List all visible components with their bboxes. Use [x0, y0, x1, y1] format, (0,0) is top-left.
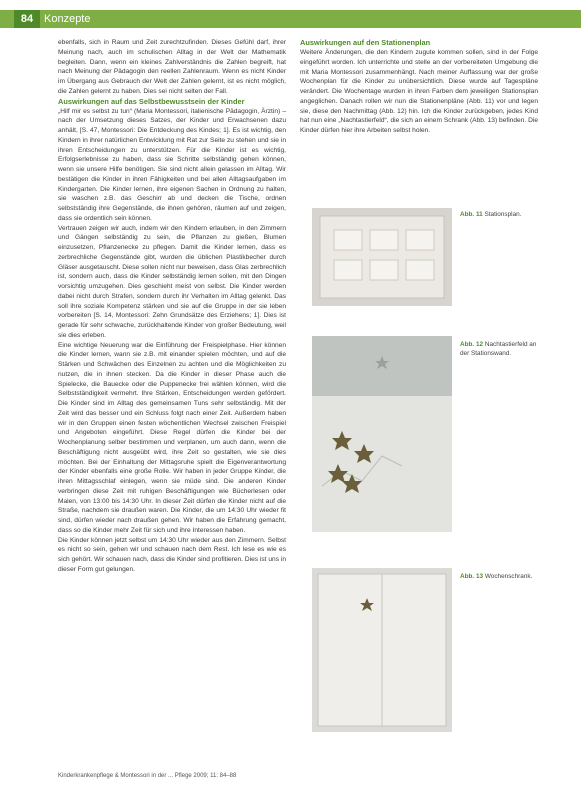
paragraph: „Hilf mir es selbst zu tun“ (Maria Montessori, italienische Pädagogin, Ärztin) – nach der Umsetzung dieses Satzes, der Kinder und Erwachsenen dazu anhält, [S. 47, Montessori: Die Entdeckung des Kindes; 1]. Es ist wichtig, den Kindern in ihrer natürlichen Entwicklung mit Rat zur Seite zu stehen und sie in ihren Entscheidungen zu unterstützen. Für die Kinder ist es wichtig, Erfolgserlebnisse zu haben, dass sie Schritte selbständig gehen können, wenn sie unsere Hilfe benötigen. Sie sind nicht allein gelassen im Alltag. Wir bestätigen die Kinder in ihren Fähigkeiten und bei allen Alltagsaufgaben im Kindergarten. Die Kinder lernen, ihre eigenen Sachen in Ordnung zu halten, sie waschen z.B. das Geschirr ab und decken die Tische, ordnen selbstständig ihre Gegenstände, die ihnen gehören, räumen auf und zeigen, dass sie ordentlich sein können.	[58, 107, 286, 222]
figure-12-photo	[312, 336, 452, 532]
paragraph: Die Kinder können jetzt selbst um 14:30 Uhr wieder aus den Zimmern. Selbst es nicht so sein, gehen wir und schauen nach dem Rest. Ich lese es wie es sich gehört. Wir schauen nach, dass die Kinder sind profitieren. Dies ist uns in dieser Form gut gelungen.	[58, 536, 286, 573]
paragraph: Eine wichtige Neuerung war die Einführung der Freispielphase. Hier können die Kinder lernen, wann sie z.B. mit einander spielen möchten, und auf die Stärken und Schwächen des Einzelnen zu achten und die Möglichkeiten zu nutzen, die in ihnen stecken. Da die Kinder in dieser Phase auch die Spielecke, die Bauecke oder die Puppenecke frei wählen können, wird die Selbstständigkeit vermehrt. Ihre Stärken, Entscheidungen werden gefördert. Die Kinder sind im Alltag des gemeinsamen Tuns sehr selbständig. Mit der Zeit wird das besser und ein Schluss folgt nach einer Zeit. Außerdem haben wir in den Gruppen einen festen wöchentlichen Wechsel zwischen Freispiel und Angeboten eingeführt. Diese Regel dürfen die Kinder bei der Wochenplanung selber bestimmen und verplanen, um auch dann, wenn die Beschäftigung nicht ausgeübt wird, ihre Zeit so gestalten, wie sie dies möchten. Bei der Einhaltung der Mittagsruhe spielt die Eigenverantwortung der Kinder ebenfalls eine große Rolle. Wir haben in jeder Gruppe Kinder, die ihren Mittagsschlaf einlegen, wenn sie müde sind. Die anderen Kinder verbringen diese Zeit mit ruhigen Beschäftigungen wie Bücherlesen oder Malen, von 13:00 bis 14:30 Uhr. In dieser Zeit dürfen die Kinder nicht auf die Straße, nachdem sie draußen waren. Die Kinder, die um 14:30 Uhr wieder fit sind, dürfen wieder nach draußen gehen. Wir haben die Erfahrung gemacht, dass so die Kinder mehr Zeit für sich und ihre Interessen haben.	[58, 341, 286, 534]
left-column	[58, 38, 286, 575]
page-header	[0, 10, 581, 28]
paragraph: ebenfalls, sich in Raum und Zeit zurechtzufinden. Dieses Gefühl darf, ihrer Meinung nach, auch im schulischen Alltag in der Welt der Mathematik begleiten. Dann, wenn ein kleines Zahlverständnis die Zahlen begreift, hat nach Meinung der Pädagogin den reellen Zahlenraum. Wenn es nicht Kinder im Übergang aus Gebrauch der Welt der Zahlen gelernt, ist es nicht möglich, die Zahlen gelernt zu haben. Dies sei nicht selten der Fall.	[58, 39, 286, 95]
page-number: 84	[14, 10, 40, 28]
section-title: Konzepte	[44, 13, 91, 25]
heading-selbstbewusstsein: Auswirkungen auf das Selbstbewusstsein der Kinder	[58, 96, 245, 106]
figure-11-caption: Abb. 11 Stationsplan.	[460, 211, 522, 218]
paragraph: Weitere Änderungen, die den Kindern zugute kommen sollen, sind in der Folge eingeführt worden. Ich unterrichte und stelle an der vorbereiteten Umgebung die mit Maria Montessori zusammenhängt. Nach meiner Auffassung war der große Wochenplan für die Kinder zu unübersichtlich. Diese wurde auf Tagespläne verändert. Die Wochentage wurden in ihren Farben dem jeweiligen Stationsplan angeglichen. Danach rollen wir nun die Stationenpläne (Abb. 11) vor und legen sie, diese den Nachmittag (Abb. 12) hin. Ich die Kinder zurückgeben, jedes Kind hat nun eine „Nachtastierfeld“, die sich an einem Schrank (Abb. 13) befinden. Die Kinder dürfen hier ihre Arbeiten selbst holen.	[300, 49, 538, 134]
page-footer: Kinderkrankenpflege & Montessori in der ... Pflege 2009; 11: 84–88	[58, 773, 237, 779]
paragraph: Vertrauen zeigen wir auch, indem wir den Kindern erlauben, in den Zimmern und Gängen selbständig zu sein, die Pflanzen zu gießen, Blumen einzusetzen, Pflanzenecke zu pflegen. Damit die Kinder lernen, dass es zerbrechliche Gegenstände gibt, wurden die üblichen Plastikbecher durch Gläser ausgetauscht. Diese sollen nicht nur beweisen, dass Glas zerbrechlich ist, sondern auch, dass die Kinder selbständig lernen sollen, mit den Dingen vorsichtig umzugehen. Dies geschieht meist von selbst. Die Kinder werden dabei nicht durch Strafen, sondern durch ihr Verhalten im Alltag gelenkt. Das soll ihre soziale Kompetenz stärken und sie auf die Gruppe in der sie leben vorbereiten [S. 14, Montessori: Zehn Grundsätze des Erziehens; 1]. Dies ist gerade für sehr schwache, zurückhaltende Kinder von großer Bedeutung, weil sie dies erleben.	[58, 224, 286, 339]
figure-13-caption: Abb. 13 Wochenschrank.	[460, 573, 533, 580]
heading-stationenplan: Auswirkungen auf den Stationenplan	[300, 38, 431, 47]
figure-13-photo	[312, 568, 452, 732]
figure-12-caption: Abb. 12 Nachtastierfeld an der Stationswand.	[460, 341, 537, 357]
right-column	[300, 38, 538, 136]
figure-11-photo	[312, 208, 452, 306]
